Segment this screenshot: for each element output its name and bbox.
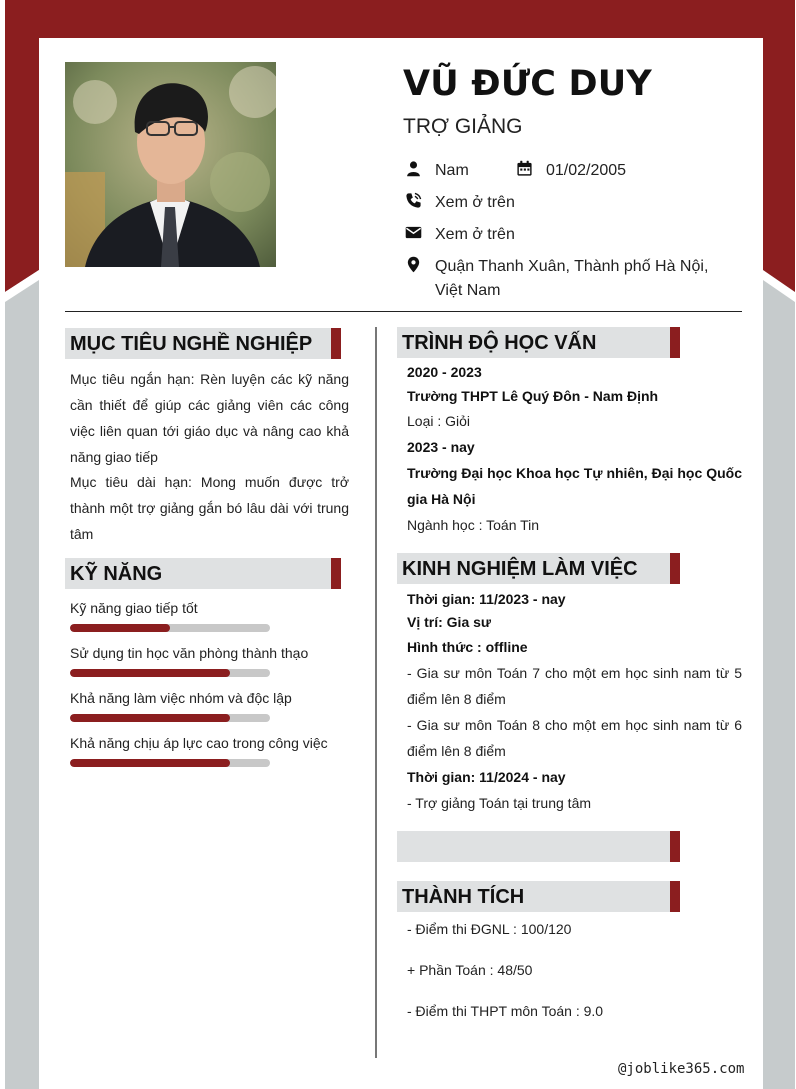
address-row — [404, 255, 708, 303]
skills-heading-text: KỸ NĂNG — [70, 563, 163, 585]
left-grey-band — [5, 300, 39, 1089]
phone-icon — [404, 191, 422, 209]
achievement-item: - Điểm thi THPT môn Toán : 9.0 — [407, 1003, 604, 1019]
heading-accent-bar — [331, 558, 341, 589]
education-school: Trường THPT Lê Quý Đôn - Nam Định — [407, 388, 659, 404]
skill-label: Khả năng chịu áp lực cao trong công việc — [70, 735, 328, 751]
mail-icon — [404, 223, 422, 241]
email-row — [404, 223, 515, 247]
user-icon — [404, 159, 422, 177]
skill-bar — [70, 624, 270, 632]
phone-value: Xem ở trên — [435, 194, 515, 211]
achievement-item: + Phần Toán : 48/50 — [407, 962, 533, 978]
achievements-heading-text: THÀNH TÍCH — [402, 886, 525, 908]
achievements-heading — [397, 881, 680, 912]
heading-accent-bar — [670, 327, 680, 358]
location-pin-icon — [404, 255, 422, 273]
watermark: @joblike365.com — [618, 1061, 745, 1077]
heading-accent-bar — [670, 831, 680, 862]
education-period: 2023 - nay — [407, 439, 475, 455]
objective-short-term: Mục tiêu ngắn hạn: Rèn luyện các kỹ năng cần thiết để giúp các giảng viên các công việc liên quan tới giáo dục và nâng cao khả năng giao tiếp — [70, 371, 349, 465]
skill-label: Khả năng làm việc nhóm và độc lập — [70, 690, 292, 706]
experience-role: Vị trí: Gia sư — [407, 614, 492, 630]
objective-long-term: Mục tiêu dài hạn: Mong muốn được trở thành một trợ giảng gắn bó lâu dài với trung tâm — [70, 474, 349, 542]
education-heading-text: TRÌNH ĐỘ HỌC VẤN — [402, 332, 597, 354]
skill-bar — [70, 669, 270, 677]
achievement-item: - Điểm thi ĐGNL : 100/120 — [407, 921, 572, 937]
education-period: 2020 - 2023 — [407, 364, 482, 380]
skill-bar — [70, 759, 270, 767]
left-red-band — [5, 0, 39, 292]
skill-bar-fill — [70, 714, 230, 722]
right-red-band — [763, 0, 795, 292]
candidate-title: TRỢ GIẢNG — [403, 115, 523, 138]
heading-accent-bar — [670, 553, 680, 584]
experience-description: - Gia sư môn Toán 7 cho một em học sinh nam từ 5 điểm lên 8 điểm — [407, 665, 742, 707]
header-divider — [65, 311, 742, 312]
birthdate-row — [515, 159, 626, 183]
profile-photo — [65, 62, 276, 267]
right-grey-band — [763, 300, 795, 1089]
education-detail: Loại : Giỏi — [407, 413, 471, 429]
skill-bar-fill — [70, 624, 170, 632]
skill-bar — [70, 714, 270, 722]
skills-heading — [65, 558, 341, 589]
left-band-notch — [5, 270, 39, 302]
header-band — [5, 0, 795, 38]
column-divider — [375, 327, 377, 1058]
skill-label: Sử dụng tin học văn phòng thành thạo — [70, 645, 309, 661]
experience-time: Thời gian: 11/2024 - nay — [407, 769, 566, 785]
calendar-icon — [515, 159, 533, 177]
skill-bar-fill — [70, 669, 230, 677]
objective-heading-text: MỤC TIÊU NGHỀ NGHIỆP — [70, 333, 313, 355]
phone-row — [404, 191, 515, 215]
gender-row — [404, 159, 469, 183]
experience-time: Thời gian: 11/2023 - nay — [407, 591, 566, 607]
candidate-name: VŨ ĐỨC DUY — [403, 64, 652, 104]
address-line-1: Quận Thanh Xuân, Thành phố Hà Nội, — [435, 258, 709, 275]
birthdate-value: 01/02/2005 — [546, 162, 627, 179]
experience-description: - Gia sư môn Toán 8 cho một em học sinh nam từ 6 điểm lên 8 điểm — [407, 717, 742, 759]
experience-description: - Trợ giảng Toán tại trung tâm — [407, 795, 592, 811]
education-heading — [397, 327, 680, 358]
objective-heading — [65, 328, 341, 359]
address-line-2: Việt Nam — [435, 282, 501, 299]
gender-value: Nam — [435, 162, 469, 179]
experience-form: Hình thức : offline — [407, 639, 528, 655]
address-value — [435, 255, 708, 303]
right-band-notch — [763, 270, 795, 302]
blank-section-heading — [397, 831, 680, 862]
heading-accent-bar — [670, 881, 680, 912]
experience-heading-text: KINH NGHIỆM LÀM VIỆC — [402, 558, 638, 580]
skill-bar-fill — [70, 759, 230, 767]
heading-accent-bar — [331, 328, 341, 359]
experience-heading — [397, 553, 680, 584]
education-detail: Ngành học : Toán Tin — [407, 517, 540, 533]
education-school: Trường Đại học Khoa học Tự nhiên, Đại học Quốc gia Hà Nội — [407, 465, 742, 507]
email-value: Xem ở trên — [435, 226, 515, 243]
skill-label: Kỹ năng giao tiếp tốt — [70, 600, 198, 616]
